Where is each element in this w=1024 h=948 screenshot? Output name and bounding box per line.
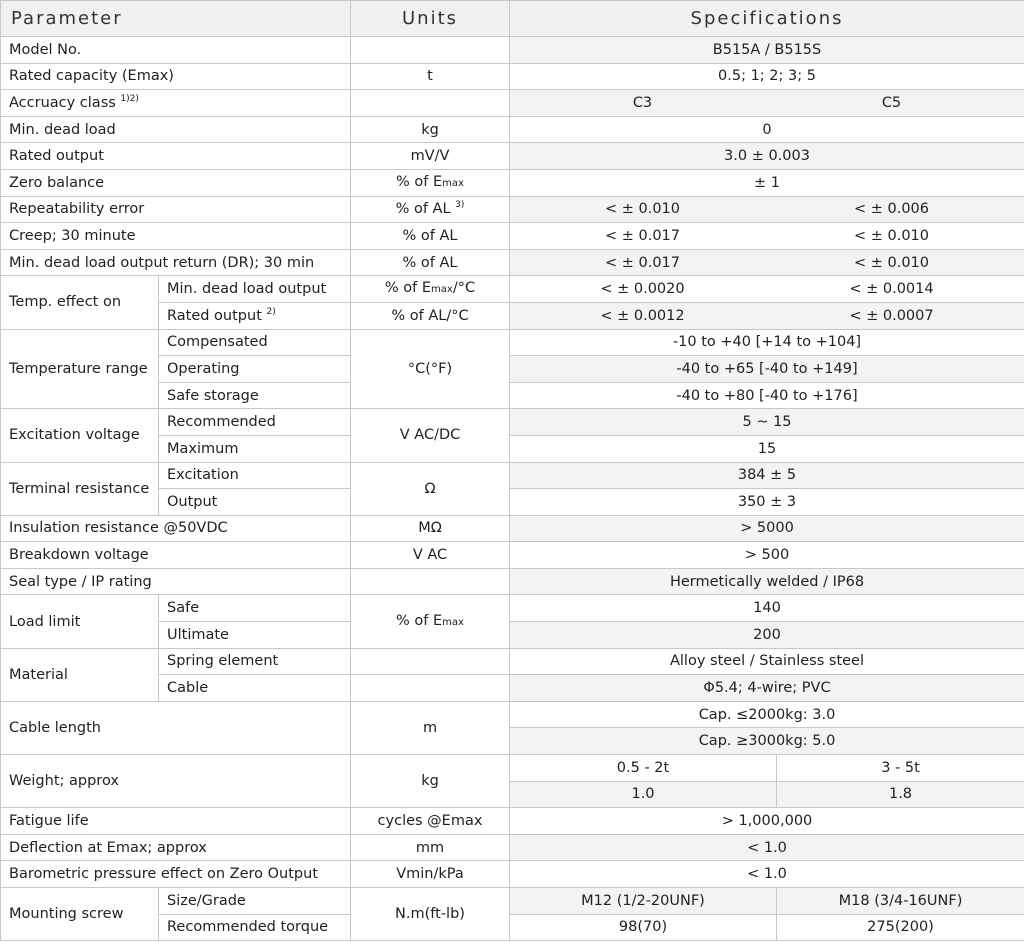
spec-c5: < ± 0.006 — [853, 201, 930, 218]
units-cell: mm — [351, 834, 510, 861]
spec-cell: 1.0 — [510, 781, 777, 808]
param-sub-label: Excitation — [159, 462, 351, 489]
spec-cell: M18 (3/4-16UNF) — [777, 888, 1024, 915]
spec-cell: 3.0 ± 0.003 — [510, 143, 1024, 170]
param-label: Repeatability error — [1, 196, 351, 223]
units-text: % of AL — [395, 201, 451, 218]
param-label: Weight; approx — [1, 755, 351, 808]
spec-c5: < ± 0.010 — [853, 227, 930, 244]
param-label — [1, 90, 351, 117]
spec-cell: 275(200) — [777, 914, 1024, 941]
units-cell: mV/V — [351, 143, 510, 170]
spec-cell: B515A / B515S — [510, 37, 1024, 64]
param-label: Creep; 30 minute — [1, 223, 351, 250]
units-subscript: max — [431, 284, 453, 296]
param-sub-label: Recommended torque — [159, 914, 351, 941]
units-cell: cycles @Emax — [351, 808, 510, 835]
param-label: Zero balance — [1, 169, 351, 196]
spec-cell: > 500 — [510, 542, 1024, 569]
spec-cell: 3 - 5t — [777, 755, 1024, 782]
table-row — [1, 808, 1024, 835]
spec-c5: < ± 0.0014 — [849, 281, 934, 298]
spec-c3: < ± 0.010 — [604, 201, 681, 218]
spec-cell: < 1.0 — [510, 861, 1024, 888]
param-group-label: Excitation voltage — [1, 409, 159, 462]
param-sub-label: Output — [159, 489, 351, 516]
spec-cell — [510, 249, 1024, 276]
table-row — [1, 888, 1024, 915]
table-row — [1, 409, 1024, 436]
table-row — [1, 143, 1024, 170]
spec-c3: < ± 0.0020 — [600, 281, 685, 298]
spec-cell: > 5000 — [510, 515, 1024, 542]
spec-cell: Cap. ≤2000kg: 3.0 — [510, 701, 1024, 728]
table-row — [1, 648, 1024, 675]
table-row — [1, 861, 1024, 888]
spec-cell: 1.8 — [777, 781, 1024, 808]
units-cell: m — [351, 701, 510, 754]
units-cell — [351, 595, 510, 648]
table-row — [1, 834, 1024, 861]
table-row — [1, 196, 1024, 223]
table-row — [1, 90, 1024, 117]
spec-c3: < ± 0.017 — [604, 254, 681, 271]
spec-cell: 140 — [510, 595, 1024, 622]
param-group-label: Terminal resistance — [1, 462, 159, 515]
table-row — [1, 223, 1024, 250]
footnote-ref: 1)2) — [120, 94, 139, 105]
param-sub-label: Compensated — [159, 329, 351, 356]
param-group-label: Temperature range — [1, 329, 159, 409]
units-cell — [351, 169, 510, 196]
spec-cell: Φ5.4; 4-wire; PVC — [510, 675, 1024, 702]
units-cell: MΩ — [351, 515, 510, 542]
spec-cell: -40 to +80 [-40 to +176] — [510, 382, 1024, 409]
units-subscript: max — [442, 616, 464, 628]
spec-c5: C5 — [881, 94, 902, 111]
spec-cell — [510, 223, 1024, 250]
param-label: Min. dead load — [1, 116, 351, 143]
units-cell — [351, 90, 510, 117]
table-row — [1, 63, 1024, 90]
units-cell: % of AL/°C — [351, 302, 510, 329]
units-cell: t — [351, 63, 510, 90]
spec-cell: ± 1 — [510, 169, 1024, 196]
units-cell — [351, 675, 510, 702]
param-label: Seal type / IP rating — [1, 568, 351, 595]
units-cell: °C(°F) — [351, 329, 510, 409]
header-specifications: Specifications — [510, 1, 1024, 37]
param-label: Model No. — [1, 37, 351, 64]
param-sub-label: Maximum — [159, 435, 351, 462]
spec-cell — [510, 276, 1024, 303]
param-group-label: Load limit — [1, 595, 159, 648]
param-label-text: Accruacy class — [9, 94, 116, 111]
units-cell: V AC/DC — [351, 409, 510, 462]
spec-cell: -40 to +65 [-40 to +149] — [510, 356, 1024, 383]
units-cell — [351, 568, 510, 595]
spec-cell: 0.5 - 2t — [510, 755, 777, 782]
table-row — [1, 116, 1024, 143]
header-parameter: Parameter — [1, 1, 351, 37]
param-label: Deflection at Emax; approx — [1, 834, 351, 861]
param-sub-label — [159, 302, 351, 329]
units-cell: Vmin/kPa — [351, 861, 510, 888]
units-suffix: /°C — [452, 280, 476, 297]
table-row — [1, 755, 1024, 782]
param-label: Insulation resistance @50VDC — [1, 515, 351, 542]
footnote-ref: 2) — [266, 306, 276, 317]
units-text: % of E — [384, 280, 432, 297]
units-cell: % of AL — [351, 249, 510, 276]
table-row — [1, 169, 1024, 196]
units-cell: Ω — [351, 462, 510, 515]
param-group-label: Temp. effect on — [1, 276, 159, 329]
spec-cell: 200 — [510, 622, 1024, 649]
param-sub-label: Cable — [159, 675, 351, 702]
param-label: Min. dead load output return (DR); 30 min — [1, 249, 351, 276]
spec-cell: Cap. ≥3000kg: 5.0 — [510, 728, 1024, 755]
spec-cell — [510, 196, 1024, 223]
footnote-ref: 3) — [455, 200, 465, 211]
units-cell: V AC — [351, 542, 510, 569]
spec-cell: > 1,000,000 — [510, 808, 1024, 835]
spec-cell: 350 ± 3 — [510, 489, 1024, 516]
param-group-label: Material — [1, 648, 159, 701]
spec-c3: < ± 0.017 — [604, 227, 681, 244]
units-subscript: max — [442, 177, 464, 189]
spec-cell: < 1.0 — [510, 834, 1024, 861]
header-row — [1, 1, 1024, 37]
param-sub-label-text: Rated output — [167, 307, 262, 324]
spec-cell: 98(70) — [510, 914, 777, 941]
units-cell — [351, 648, 510, 675]
spec-cell — [510, 90, 1024, 117]
param-sub-label: Min. dead load output — [159, 276, 351, 303]
units-text: % of E — [396, 173, 443, 190]
table-row — [1, 329, 1024, 356]
spec-cell: 15 — [510, 435, 1024, 462]
units-cell — [351, 276, 510, 303]
table-row — [1, 249, 1024, 276]
spec-c5: < ± 0.0007 — [849, 307, 934, 324]
units-text: % of E — [396, 612, 443, 629]
param-sub-label: Safe storage — [159, 382, 351, 409]
table-row — [1, 568, 1024, 595]
units-cell: kg — [351, 755, 510, 808]
param-sub-label: Recommended — [159, 409, 351, 436]
spec-c3: < ± 0.0012 — [600, 307, 685, 324]
param-label: Rated capacity (Emax) — [1, 63, 351, 90]
param-sub-label: Size/Grade — [159, 888, 351, 915]
param-label: Barometric pressure effect on Zero Output — [1, 861, 351, 888]
param-sub-label: Safe — [159, 595, 351, 622]
param-label: Rated output — [1, 143, 351, 170]
param-group-label: Mounting screw — [1, 888, 159, 941]
units-cell: kg — [351, 116, 510, 143]
param-sub-label: Spring element — [159, 648, 351, 675]
units-cell — [351, 37, 510, 64]
table-row — [1, 701, 1024, 728]
table-row — [1, 276, 1024, 303]
units-cell — [351, 196, 510, 223]
table-row — [1, 37, 1024, 64]
spec-cell: Hermetically welded / IP68 — [510, 568, 1024, 595]
spec-cell: M12 (1/2-20UNF) — [510, 888, 777, 915]
spec-cell: 5 ~ 15 — [510, 409, 1024, 436]
table-row — [1, 542, 1024, 569]
spec-cell: 0 — [510, 116, 1024, 143]
param-sub-label: Ultimate — [159, 622, 351, 649]
spec-c3: C3 — [632, 94, 653, 111]
param-label: Cable length — [1, 701, 351, 754]
spec-cell: 384 ± 5 — [510, 462, 1024, 489]
param-label: Fatigue life — [1, 808, 351, 835]
header-units: Units — [351, 1, 510, 37]
spec-cell: 0.5; 1; 2; 3; 5 — [510, 63, 1024, 90]
spec-cell: -10 to +40 [+14 to +104] — [510, 329, 1024, 356]
table-row — [1, 595, 1024, 622]
table-row — [1, 515, 1024, 542]
spec-c5: < ± 0.010 — [853, 254, 930, 271]
table-row — [1, 462, 1024, 489]
units-cell: N.m(ft-lb) — [351, 888, 510, 941]
param-label: Breakdown voltage — [1, 542, 351, 569]
units-cell: % of AL — [351, 223, 510, 250]
param-sub-label: Operating — [159, 356, 351, 383]
spec-cell: Alloy steel / Stainless steel — [510, 648, 1024, 675]
spec-cell — [510, 302, 1024, 329]
